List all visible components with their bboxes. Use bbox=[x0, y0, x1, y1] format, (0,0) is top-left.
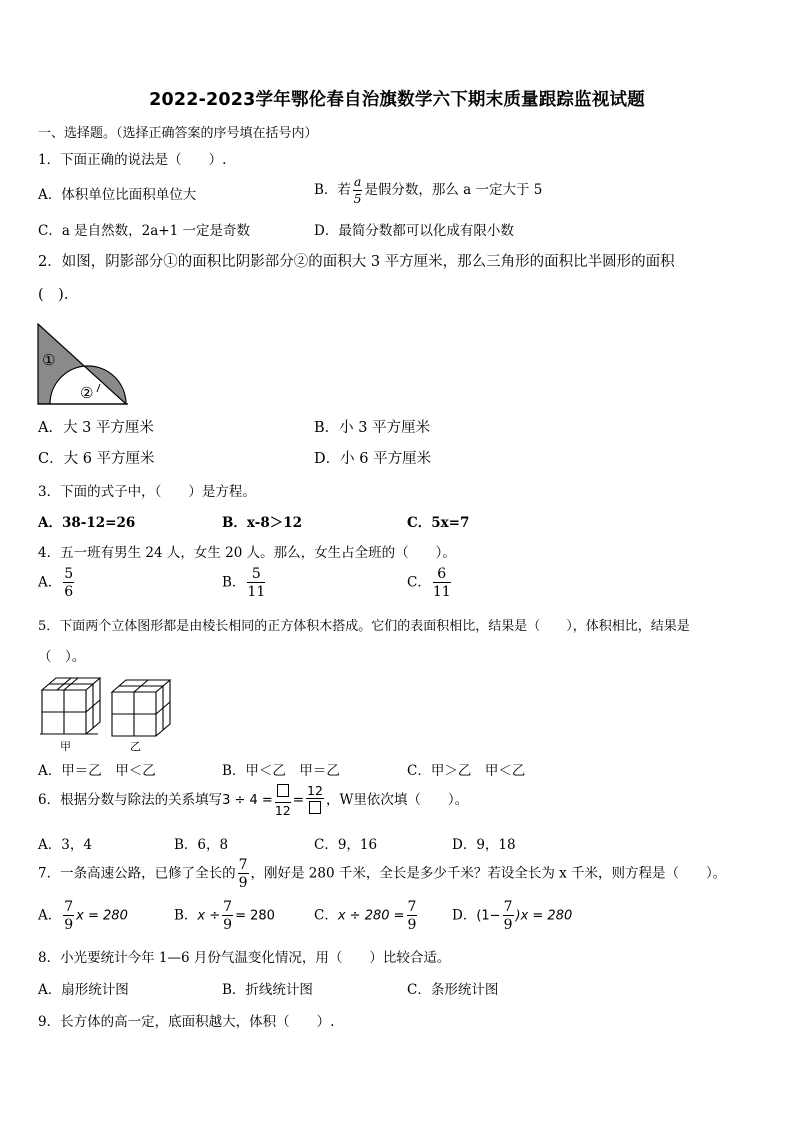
option-b-expression-right: = 280 bbox=[235, 908, 275, 924]
question-2-option-c: C．大 6 平方厘米 bbox=[38, 451, 155, 467]
question-4-option-c bbox=[407, 567, 453, 599]
question-7-option-d bbox=[452, 900, 572, 932]
question-3-option-a: A．38-12=26 bbox=[38, 515, 136, 531]
question-6-option-b: B．6，8 bbox=[174, 837, 229, 853]
option-d-expression-right: )x = 280 bbox=[515, 908, 573, 924]
question-2-option-b: B．小 3 平方厘米 bbox=[314, 420, 431, 436]
question-8-option-a: A．扇形统计图 bbox=[38, 982, 129, 998]
option-label: B． bbox=[174, 907, 198, 924]
fraction-7-9 bbox=[63, 900, 74, 932]
fraction-6-11 bbox=[433, 567, 451, 599]
question-4-option-b bbox=[222, 567, 267, 599]
fraction-denominator: 9 bbox=[407, 917, 417, 933]
question-8-option-c: C．条形统计图 bbox=[407, 982, 499, 998]
option-label: D． bbox=[452, 907, 477, 924]
option-d-expression-left: (1− bbox=[476, 908, 501, 924]
question-2-option-d: D．小 6 平方厘米 bbox=[314, 451, 432, 467]
figure-label-1: ① bbox=[42, 351, 56, 369]
question-5-option-b: B．甲＜乙 甲＝乙 bbox=[222, 763, 340, 779]
question-1-option-d: D．最简分数都可以化成有限小数 bbox=[314, 223, 514, 239]
fraction-denominator: 9 bbox=[238, 875, 248, 891]
page-title: 2022-2023学年鄂伦春自治旗数学六下期末质量跟踪监视试题 bbox=[149, 90, 645, 110]
fraction-5-6 bbox=[63, 567, 74, 599]
cube-stacks-figure bbox=[38, 674, 178, 754]
figure-label-yi: 乙 bbox=[130, 740, 141, 753]
question-9-stem: 9．长方体的高一定，底面积越大，体积（ ）. bbox=[38, 1014, 335, 1030]
fraction-numerator: 7 bbox=[223, 899, 233, 915]
question-5-option-a: A．甲＝乙 甲＜乙 bbox=[38, 763, 156, 779]
question-8-option-b: B．折线统计图 bbox=[222, 982, 313, 998]
blank-box-icon bbox=[277, 784, 289, 797]
fraction-numerator: 7 bbox=[407, 899, 417, 915]
option-label: C． bbox=[407, 574, 431, 591]
fraction-numerator: 5 bbox=[64, 566, 74, 582]
fraction-numerator: 5 bbox=[251, 566, 261, 582]
fraction-7-9 bbox=[407, 900, 418, 932]
fraction-numerator: 7 bbox=[238, 857, 248, 873]
fraction-numerator: a bbox=[353, 174, 362, 189]
question-7-option-b bbox=[174, 900, 275, 932]
fraction-12-over-box bbox=[306, 782, 324, 817]
option-b-prefix: B．若 bbox=[314, 182, 351, 198]
question-5-stem-cont: （ ）。 bbox=[38, 649, 86, 665]
fraction-numerator: 12 bbox=[307, 782, 323, 798]
fraction-denominator: 9 bbox=[64, 917, 74, 933]
question-5-stem: 5．下面两个立体图形都是由棱长相同的正方体积木搭成。它们的表面积相比，结果是（ ），体积相比，结果是 bbox=[38, 619, 690, 634]
question-3-option-b: B．x-8＞12 bbox=[222, 515, 303, 531]
triangle-semicircle-figure bbox=[36, 322, 130, 406]
blank-box-icon bbox=[309, 801, 321, 814]
question-4-option-a bbox=[38, 567, 76, 599]
option-a-expression: x = 280 bbox=[76, 908, 128, 924]
fraction-denominator: 11 bbox=[247, 584, 266, 600]
fraction-denominator: 6 bbox=[64, 584, 74, 600]
question-2-stem: 2．如图，阴影部分①的面积比阴影部分②的面积大 3 平方厘米，那么三角形的面积比半圆形的面积 bbox=[38, 254, 675, 270]
option-b-suffix: 是假分数，那么 a 一定大于 5 bbox=[364, 182, 543, 198]
fraction-denominator: 5 bbox=[353, 190, 362, 206]
figure-label-jia: 甲 bbox=[60, 740, 71, 753]
option-c-expression: x ÷ 280 = bbox=[337, 908, 405, 924]
question-2-option-a: A．大 3 平方厘米 bbox=[38, 420, 154, 436]
question-7-suffix: ，刚好是 280 千米，全长是多少千米？若设全长为 x 千米，则方程是（ ）。 bbox=[250, 865, 727, 882]
question-3-stem: 3．下面的式子中，（ ）是方程。 bbox=[38, 484, 256, 500]
equals-sign: = bbox=[292, 792, 305, 808]
question-6-prefix: 6．根据分数与除法的关系填写 bbox=[38, 792, 223, 808]
question-7-option-c bbox=[314, 900, 419, 932]
question-6-stem bbox=[38, 784, 468, 817]
fraction-denominator: 9 bbox=[223, 917, 233, 933]
figure-label-2: ② bbox=[80, 384, 94, 402]
fraction-denominator: 11 bbox=[432, 584, 451, 600]
fraction-box-over-12 bbox=[275, 784, 291, 817]
question-3-option-c: C．5x=7 bbox=[407, 515, 470, 531]
question-6-option-a: A．3，4 bbox=[38, 837, 92, 853]
question-7-prefix: 7．一条高速公路，已修了全长的 bbox=[38, 865, 236, 882]
option-label: B． bbox=[222, 574, 246, 591]
fraction-7-9 bbox=[503, 900, 514, 932]
option-label: C． bbox=[314, 907, 338, 924]
option-label: A． bbox=[38, 574, 62, 591]
question-1-option-c: C．a 是自然数，2a+1 一定是奇数 bbox=[38, 223, 250, 239]
question-2-stem-cont: ( ). bbox=[38, 287, 69, 303]
section-heading: 一、选择题。（选择正确答案的序号填在括号内） bbox=[38, 126, 318, 141]
division-expression: 3 ÷ 4 = bbox=[222, 793, 273, 808]
option-label: A． bbox=[38, 907, 62, 924]
fraction-7-9 bbox=[238, 858, 249, 890]
question-7-option-a bbox=[38, 900, 128, 932]
question-7-stem bbox=[38, 858, 726, 890]
fraction-5-11 bbox=[247, 567, 265, 599]
option-b-expression-left: x ÷ bbox=[197, 908, 221, 924]
question-5-option-c: C．甲＞乙 甲＜乙 bbox=[407, 763, 526, 779]
question-6-suffix: ，W里依次填（ ）。 bbox=[325, 792, 469, 808]
question-1-stem: 1．下面正确的说法是（ ）. bbox=[38, 152, 227, 168]
fraction-numerator: 7 bbox=[503, 899, 513, 915]
fraction-numerator: 7 bbox=[64, 899, 74, 915]
fraction-denominator: 12 bbox=[274, 802, 291, 818]
question-6-option-d: D．9，18 bbox=[452, 837, 516, 853]
fraction-7-9 bbox=[222, 900, 233, 932]
fraction-numerator: 6 bbox=[437, 566, 447, 582]
question-8-stem: 8．小光要统计今年 1—6 月份气温变化情况，用（ ）比较合适。 bbox=[38, 950, 451, 966]
question-4-stem: 4．五一班有男生 24 人，女生 20 人。那么，女生占全班的（ ）。 bbox=[38, 545, 456, 561]
fraction-a-over-5 bbox=[353, 176, 362, 205]
question-1-option-a: A．体积单位比面积单位大 bbox=[38, 187, 197, 203]
question-1-option-b bbox=[314, 176, 542, 205]
fraction-denominator: 9 bbox=[503, 917, 513, 933]
question-6-option-c: C．9，16 bbox=[314, 837, 378, 853]
